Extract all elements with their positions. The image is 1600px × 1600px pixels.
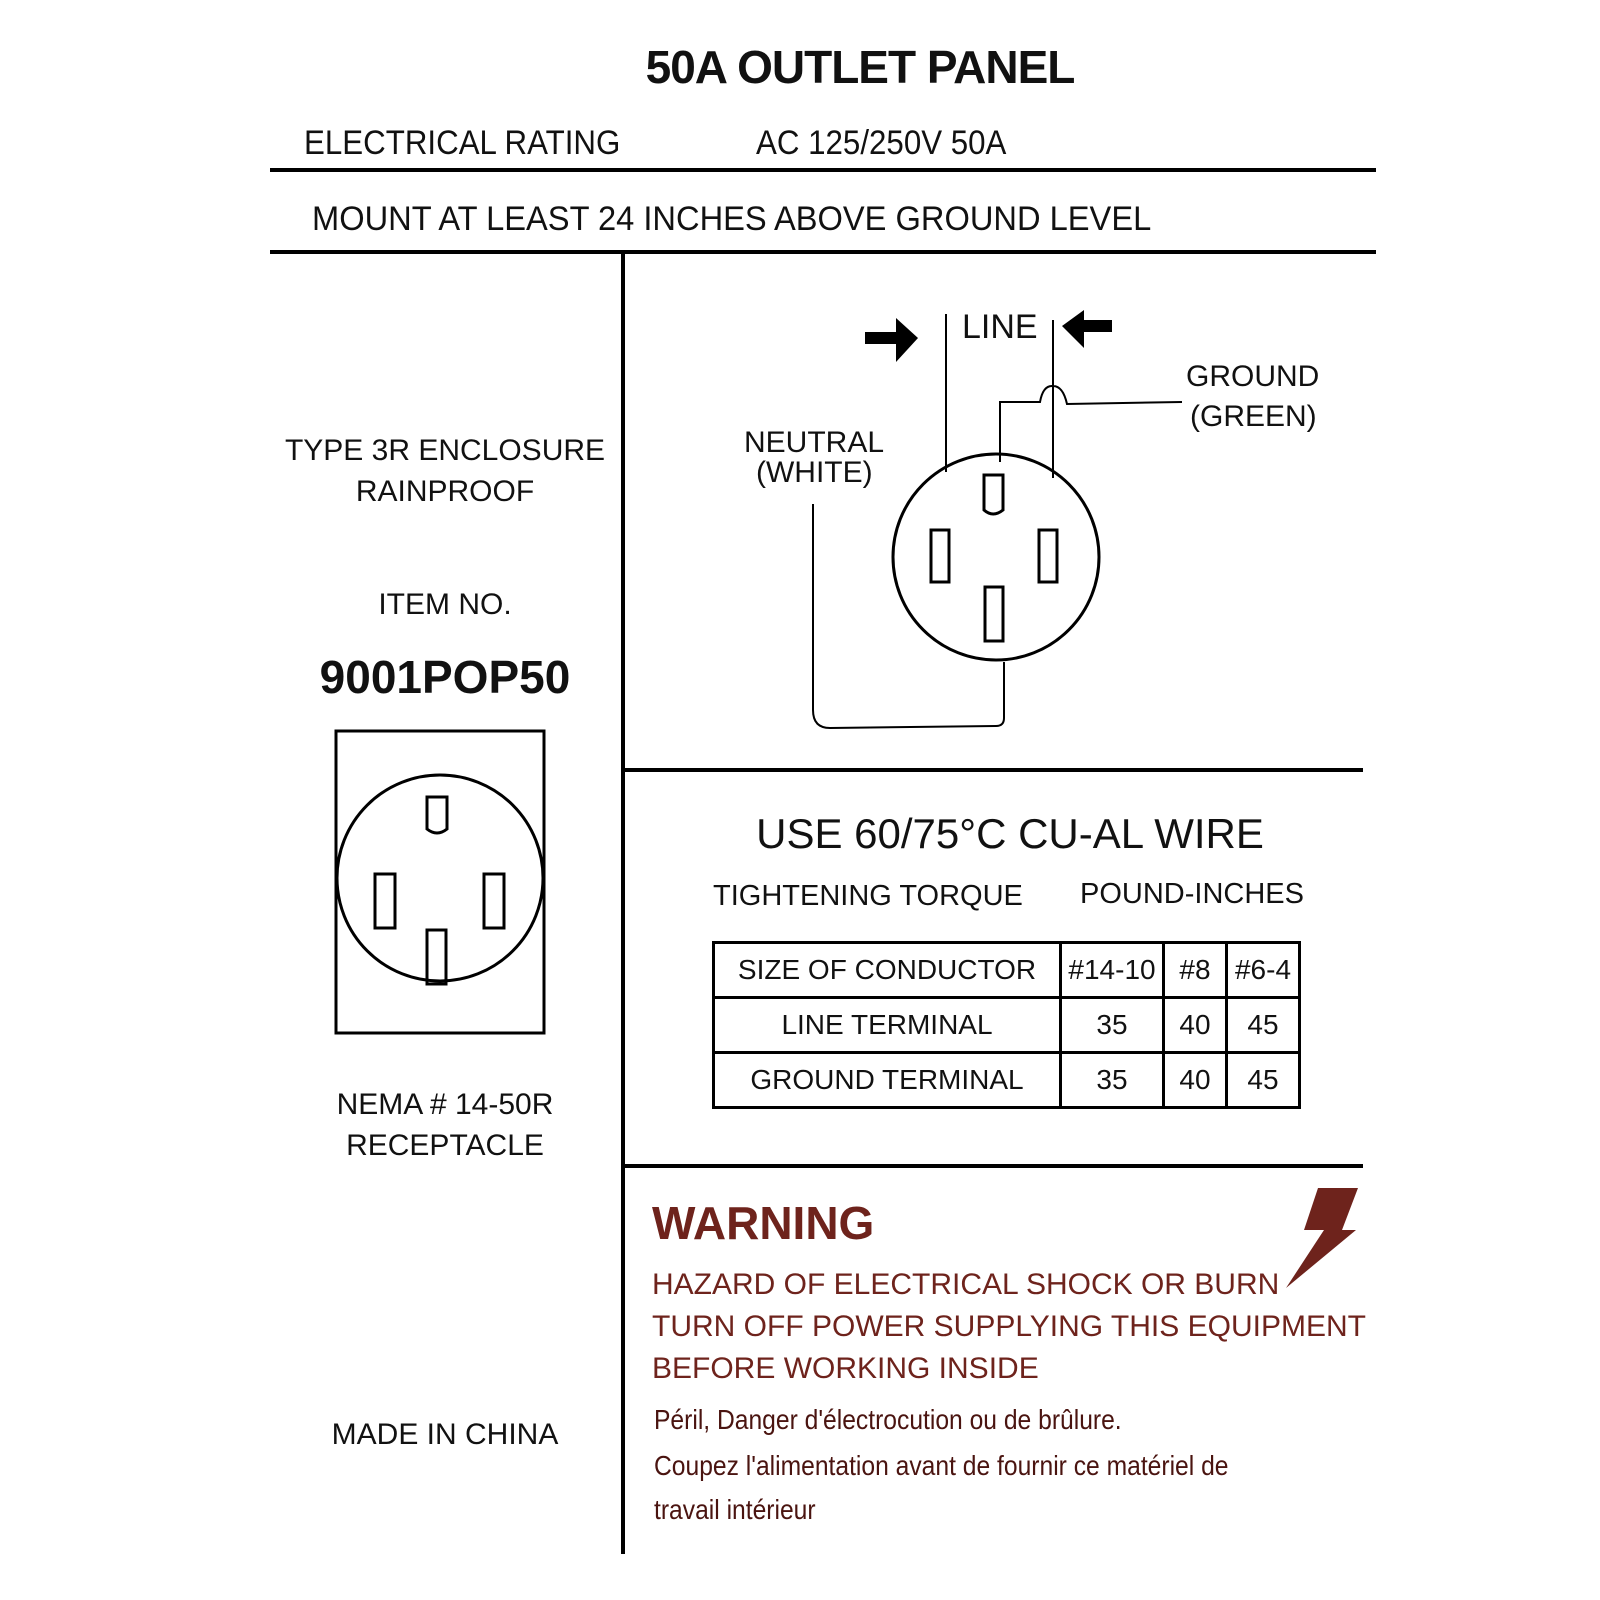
warning-french-line: Péril, Danger d'électrocution ou de brûlure. (654, 1404, 1122, 1435)
rating-value: AC 125/250V 50A (756, 124, 1007, 162)
table-header: SIZE OF CONDUCTOR (714, 943, 1061, 998)
table-row (714, 1053, 1300, 1108)
warning-line: BEFORE WORKING INSIDE (652, 1352, 1039, 1385)
warning-french-line: travail intérieur (654, 1494, 816, 1525)
warning-title: WARNING (652, 1197, 875, 1249)
enclosure-rating: RAINPROOF (355, 475, 535, 508)
table-header-row (714, 943, 1300, 998)
warning-french-line: Coupez l'alimentation avant de fournir ce matériel de (654, 1450, 1229, 1481)
table-cell: 40 (1164, 998, 1227, 1053)
enclosure-type: TYPE 3R ENCLOSURE (284, 434, 606, 467)
enclosure-info (270, 430, 620, 512)
item-number: 9001POP50 (319, 651, 571, 703)
row-label: GROUND TERMINAL (714, 1053, 1061, 1108)
nema-number: NEMA # 14-50R (336, 1088, 554, 1121)
mount-note: MOUNT AT LEAST 24 INCHES ABOVE GROUND LEVEL (312, 200, 1152, 238)
page-title: 50A OUTLET PANEL (645, 41, 1075, 93)
table-header: #14-10 (1061, 943, 1164, 998)
table-cell: 40 (1164, 1053, 1227, 1108)
table-header: #6-4 (1227, 943, 1300, 998)
arrow-right-icon (865, 318, 918, 362)
wiring-diagram (730, 290, 1350, 750)
rating-label: ELECTRICAL RATING (304, 124, 621, 162)
table-cell: 35 (1061, 1053, 1164, 1108)
divider (270, 250, 1376, 254)
table-cell: 45 (1227, 998, 1300, 1053)
lightning-bolt-icon (1284, 1186, 1364, 1291)
warning-line: TURN OFF POWER SUPPLYING THIS EQUIPMENT (652, 1310, 1366, 1343)
torque-label: TIGHTENING TORQUE (713, 880, 1023, 912)
neutral-color-label: (WHITE) (756, 456, 873, 489)
wire-spec: USE 60/75°C CU-AL WIRE (756, 810, 1264, 857)
column-divider (621, 254, 625, 1554)
item-label: ITEM NO. (378, 588, 512, 621)
torque-table (712, 941, 1301, 1109)
neutral-label: NEUTRAL (744, 426, 885, 459)
nema-info (270, 1084, 620, 1166)
warning-line: HAZARD OF ELECTRICAL SHOCK OR BURN (652, 1268, 1280, 1301)
table-cell: 35 (1061, 998, 1164, 1053)
table-header: #8 (1164, 943, 1227, 998)
divider (623, 768, 1363, 772)
nema-type: RECEPTACLE (346, 1129, 544, 1162)
line-label: LINE (962, 308, 1038, 346)
ground-label: GROUND (1186, 360, 1320, 393)
table-cell: 45 (1227, 1053, 1300, 1108)
ground-color-label: (GREEN) (1190, 400, 1317, 433)
origin-label: MADE IN CHINA (331, 1418, 559, 1451)
divider (270, 168, 1376, 172)
receptacle-faceplate-icon (330, 725, 550, 1040)
row-label: LINE TERMINAL (714, 998, 1061, 1053)
receptacle-diagram-icon (893, 454, 1099, 660)
torque-unit: POUND-INCHES (1080, 878, 1304, 910)
arrow-left-icon (1062, 310, 1112, 348)
table-row (714, 998, 1300, 1053)
divider (623, 1164, 1363, 1168)
